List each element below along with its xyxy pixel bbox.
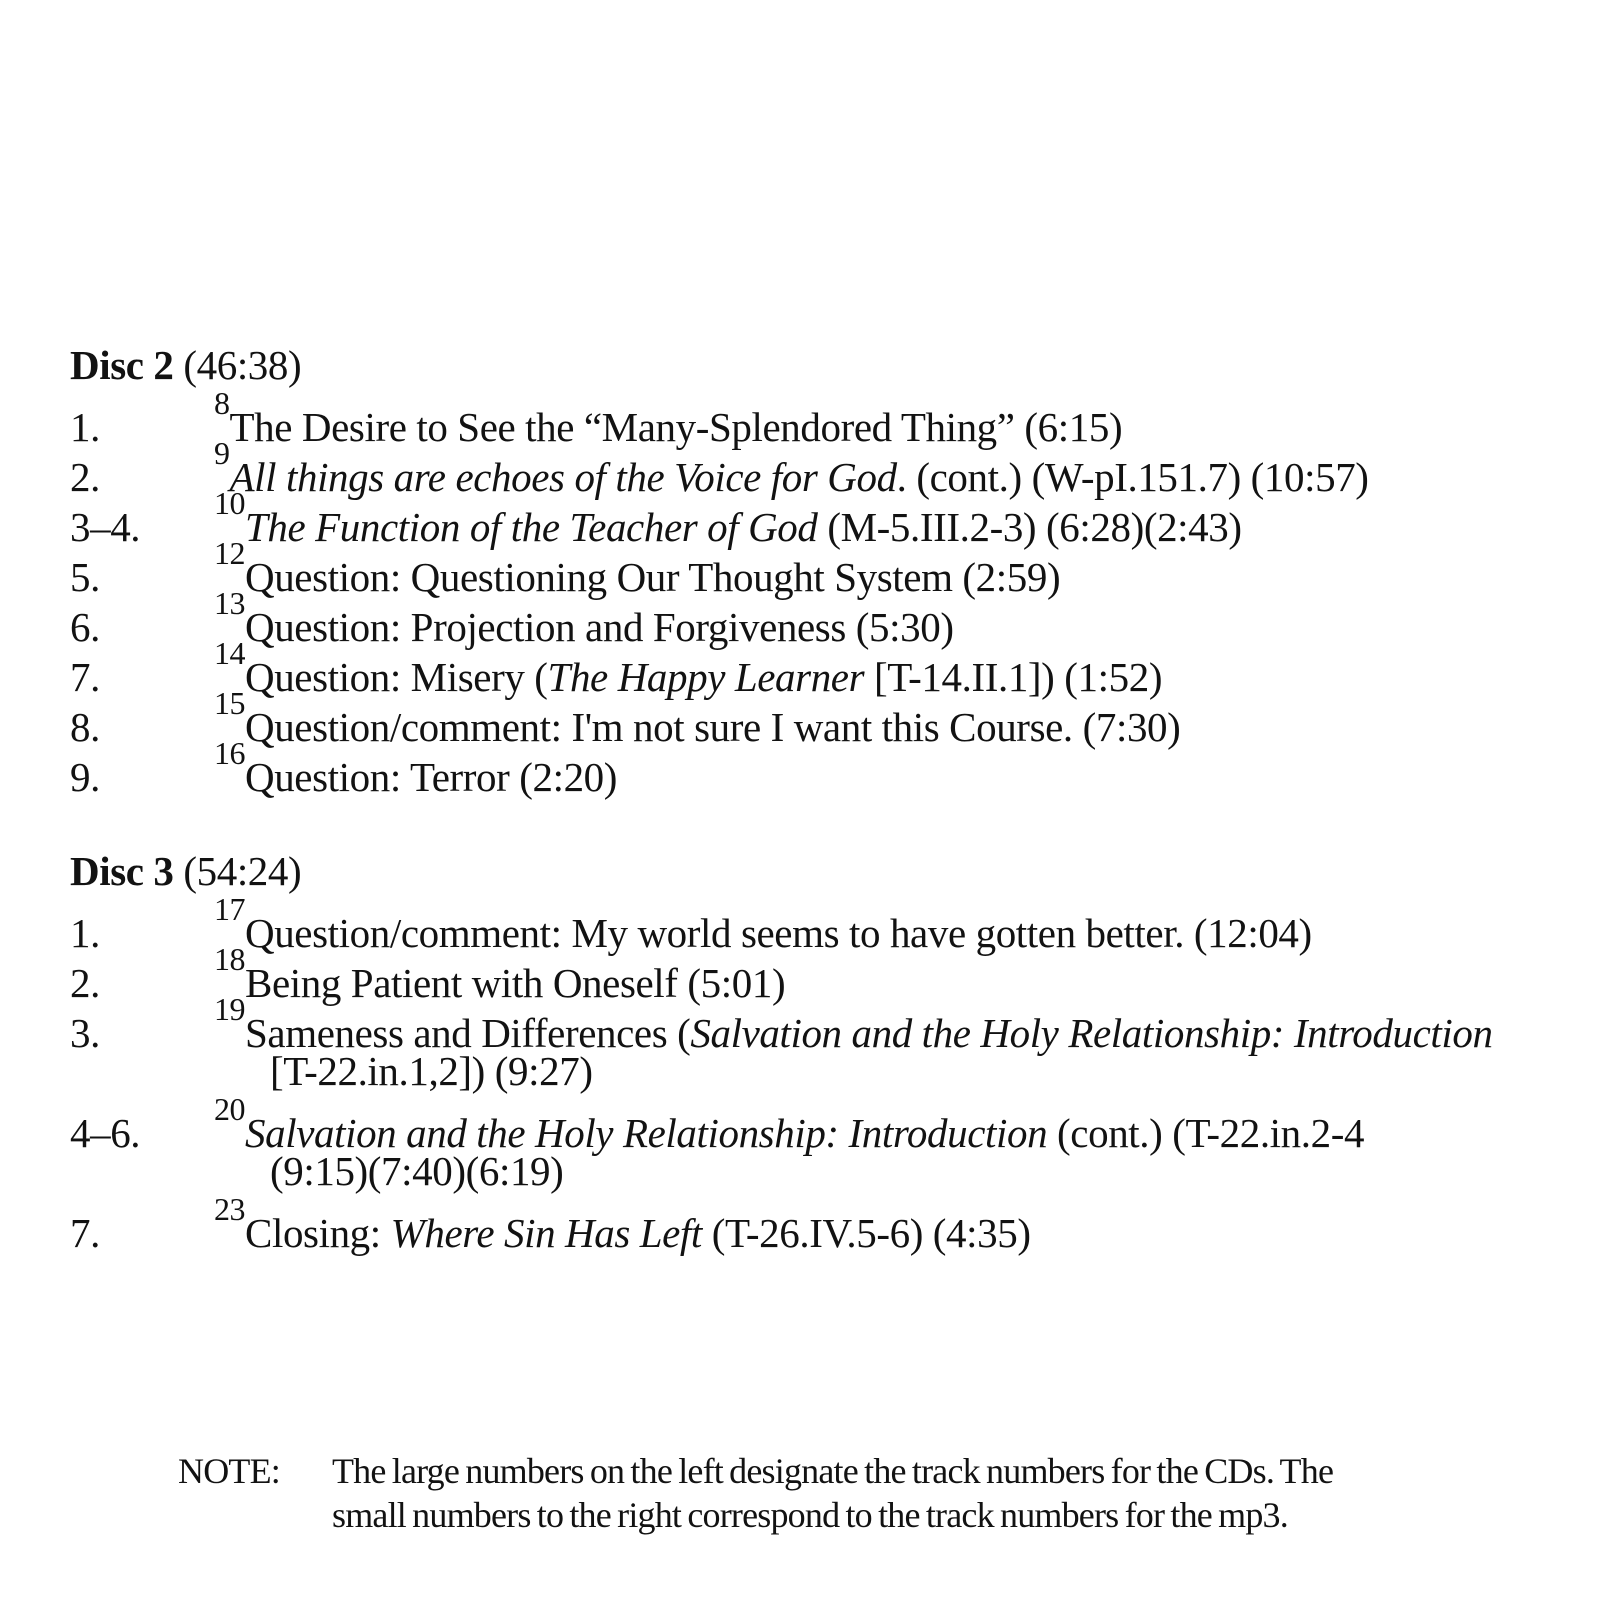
track-title-segment: Question/comment: My world seems to have gotten better. (12:04) [245,909,1312,956]
track-title [214,735,618,800]
track-title-segment: Salvation and the Holy Relationship: Introduction [245,1109,1048,1156]
mp3-track-number: 15 [214,685,245,721]
track-title-segment: Question: Misery ( [245,653,548,700]
track-title-segment: . (cont.) (W-pI.151.7) (10:57) [896,453,1369,500]
track-title-segment: [T-22.in.1,2]) (9:27) [270,1048,593,1094]
cd-track-number: 1. [70,909,100,956]
cd-track-number: 8. [70,703,100,750]
disc-section [0,340,1600,800]
disc-heading [0,846,1600,896]
track-row [0,991,1600,1056]
disc-title: Disc 3 [70,848,174,894]
track-title-segment: Question: Projection and Forgiveness (5:30) [245,603,954,650]
cd-track-number: 2. [70,959,100,1006]
track-title-segment: Question/comment: I'm not sure I want this Course. (7:30) [245,703,1181,750]
track-title-segment: Being Patient with Oneself (5:01) [245,959,786,1006]
cd-track-number: 3. [70,1009,100,1056]
mp3-track-number: 9 [214,435,230,471]
mp3-track-number: 10 [214,485,245,521]
track-row [0,1091,1600,1156]
cd-track-number: 2. [70,453,100,500]
track-row [0,385,1600,450]
disc-duration: (54:24) [173,848,302,894]
cd-track-number: 4–6. [70,1109,141,1156]
track-title-segment: (cont.) (T-22.in.2-4 [1047,1109,1365,1156]
mp3-track-number: 23 [214,1191,245,1227]
cd-track-number: 6. [70,603,100,650]
mp3-track-number: 12 [214,535,245,571]
cd-track-number: 7. [70,1209,100,1256]
disc-section [0,846,1600,1256]
mp3-track-number: 16 [214,735,245,771]
track-title-segment: Salvation and the Holy Relationship: Introduction [690,1009,1493,1056]
track-title-segment: [T-14.II.1]) (1:52) [864,653,1163,700]
track-title-segment: The Happy Learner [547,653,865,700]
disc-heading [0,340,1600,390]
track-title-segment: Question: Terror (2:20) [245,753,618,800]
track-title-segment: (M-5.III.2-3) (6:28)(2:43) [817,503,1242,550]
track-title-segment: (T-26.IV.5-6) (4:35) [701,1209,1031,1256]
disc-title: Disc 2 [70,342,174,388]
note-line: The large numbers on the left designate the track numbers for the CDs. The [331,1451,1334,1491]
track-row [0,435,1600,500]
track-title-segment: Where Sin Has Left [390,1209,702,1256]
note-text [332,1449,1333,1537]
mp3-track-number: 8 [214,385,230,421]
track-row [0,635,1600,700]
track-title-segment: Sameness and Differences ( [245,1009,691,1056]
track-title-segment: All things are echoes of the Voice for God [229,453,897,500]
track-title-segment: Question: Questioning Our Thought System (2:59) [245,553,1061,600]
note [0,1449,1600,1537]
track-row [0,585,1600,650]
track-title-segment: (9:15)(7:40)(6:19) [270,1148,564,1194]
track-title-segment: The Desire to See the “Many-Splendored Thing” (6:15) [229,403,1123,450]
track-row [0,685,1600,750]
track-title-segment: Closing: [245,1209,391,1256]
track-title-segment: The Function of the Teacher of God [245,503,818,550]
mp3-track-number: 14 [214,635,245,671]
track-row [0,535,1600,600]
disc-duration: (46:38) [173,342,302,388]
note-label: NOTE: [178,1451,280,1491]
mp3-track-number: 18 [214,941,245,977]
cd-track-number: 7. [70,653,100,700]
note-line: small numbers to the right correspond to the track numbers for the mp3. [331,1495,1288,1535]
mp3-track-number: 20 [214,1091,245,1127]
mp3-track-number: 19 [214,991,245,1027]
track-title [214,1191,1031,1256]
track-row [0,1191,1600,1256]
cd-track-number: 3–4. [70,503,141,550]
mp3-track-number: 13 [214,585,245,621]
cd-track-number: 1. [70,403,100,450]
cd-track-number: 5. [70,553,100,600]
cd-track-number: 9. [70,753,100,800]
mp3-track-number: 17 [214,891,245,927]
track-row [0,891,1600,956]
